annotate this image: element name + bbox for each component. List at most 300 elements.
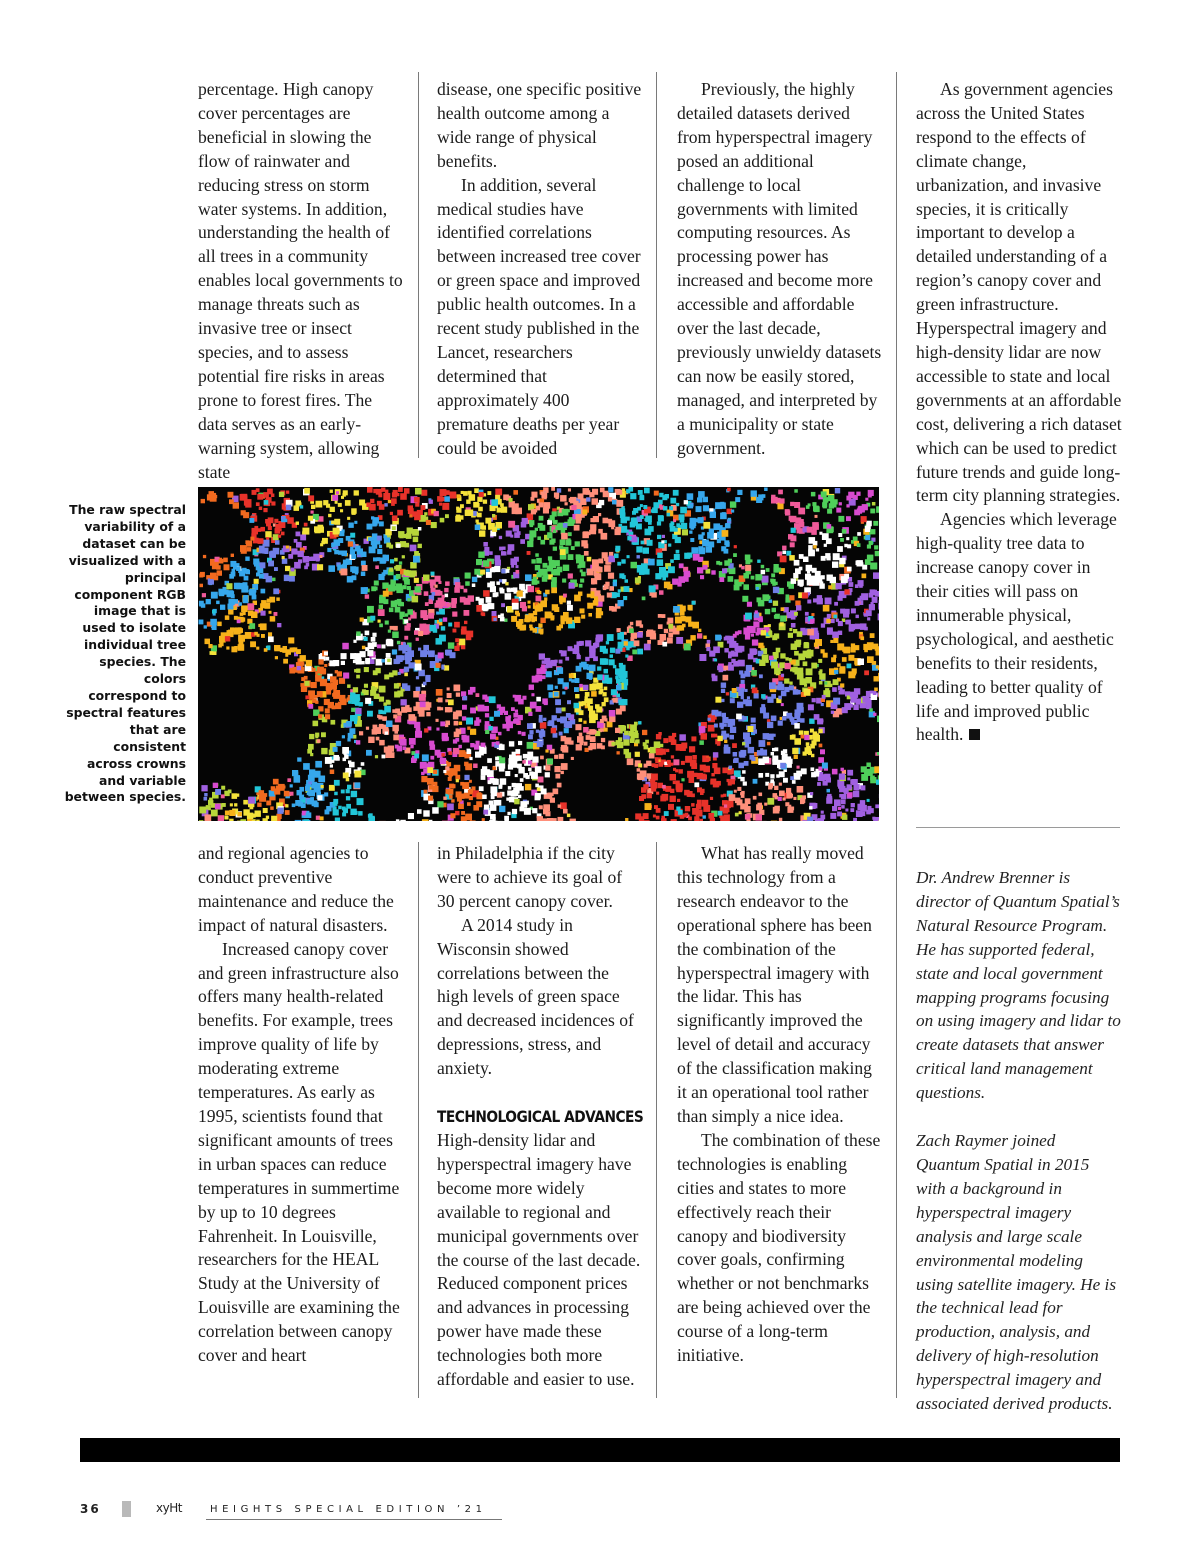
canopy-pixel — [801, 519, 804, 522]
canopy-pixel — [331, 720, 336, 725]
canopy-pixel — [676, 781, 680, 785]
canopy-pixel — [617, 633, 624, 640]
canopy-pixel — [490, 586, 496, 592]
canopy-pixel — [537, 572, 542, 577]
canopy-pixel — [563, 594, 567, 598]
canopy-pixel — [379, 697, 384, 702]
column-1-top — [198, 78, 404, 484]
canopy-pixel — [544, 502, 551, 509]
canopy-pixel — [241, 586, 248, 593]
column-divider — [418, 72, 419, 458]
canopy-pixel — [383, 570, 388, 575]
canopy-pixel — [843, 612, 849, 618]
canopy-pixel — [226, 646, 229, 649]
canopy-pixel — [680, 518, 685, 523]
canopy-pixel — [260, 797, 265, 802]
canopy-pixel — [536, 558, 542, 564]
canopy-pixel — [870, 776, 875, 781]
canopy-pixel — [398, 603, 401, 606]
canopy-pixel — [596, 706, 602, 712]
canopy-pixel — [696, 817, 700, 821]
canopy-pixel — [818, 729, 822, 733]
canopy-pixel — [495, 489, 502, 496]
canopy-pixel — [399, 612, 404, 617]
canopy-pixel — [228, 609, 233, 614]
canopy-pixel — [582, 532, 589, 539]
canopy-pixel — [547, 758, 553, 764]
paragraph: As government agencies across the United States respond to the effects of climate change, urbanization, and invasive species, it is critically important to develop a detailed understanding of a region’s canopy cover and green infrastructure. Hyperspectral imagery and high-density lidar are now accessible to state and local governments at an affordable cost, delivering a rich dataset which can be used to predict future trends and guide long-term city planning strategies. — [916, 79, 1122, 506]
canopy-pixel — [866, 610, 872, 616]
canopy-pixel — [845, 620, 849, 624]
canopy-pixel — [423, 575, 430, 582]
canopy-pixel — [633, 733, 638, 738]
canopy-pixel — [617, 751, 620, 754]
canopy-pixel — [549, 820, 552, 821]
canopy-pixel — [826, 556, 830, 560]
canopy-pixel — [728, 518, 732, 522]
canopy-pixel — [839, 774, 845, 780]
canopy-pixel — [219, 559, 224, 564]
canopy-pixel — [776, 774, 780, 778]
canopy-pixel — [218, 815, 224, 821]
canopy-pixel — [814, 643, 818, 647]
canopy-pixel — [784, 678, 789, 683]
canopy-pixel — [807, 527, 810, 530]
canopy-pixel — [433, 770, 437, 774]
canopy-pixel — [385, 490, 389, 494]
canopy-pixel — [737, 490, 742, 495]
canopy-pixel — [701, 733, 708, 740]
canopy-pixel — [352, 511, 356, 515]
canopy-pixel — [713, 752, 718, 757]
canopy-pixel — [402, 555, 405, 558]
canopy-pixel — [662, 535, 665, 538]
canopy-pixel — [592, 489, 598, 495]
canopy-pixel — [675, 617, 679, 621]
canopy-pixel — [812, 551, 815, 554]
canopy-pixel — [793, 573, 798, 578]
canopy-pixel — [392, 515, 398, 521]
canopy-pixel — [394, 691, 400, 697]
canopy-pixel — [261, 589, 266, 594]
canopy-pixel — [522, 732, 526, 736]
canopy-pixel — [199, 807, 206, 814]
canopy-pixel — [876, 506, 879, 513]
canopy-pixel — [654, 491, 659, 496]
canopy-pixel — [427, 778, 434, 785]
canopy-pixel — [758, 758, 765, 765]
canopy-pixel — [502, 724, 507, 729]
canopy-pixel — [383, 591, 389, 597]
canopy-pixel — [459, 722, 463, 726]
canopy-pixel — [267, 599, 271, 603]
canopy-pixel — [476, 693, 480, 697]
canopy-pixel — [252, 814, 256, 818]
canopy-pixel — [540, 722, 547, 729]
canopy-pixel — [379, 504, 385, 510]
canopy-pixel — [476, 559, 482, 565]
canopy-pixel — [245, 501, 251, 507]
canopy-pixel — [443, 770, 446, 773]
canopy-pixel — [305, 681, 310, 686]
canopy-pixel — [852, 668, 857, 673]
canopy-pixel — [528, 768, 532, 772]
canopy-pixel — [793, 629, 797, 633]
canopy-pixel — [843, 788, 848, 793]
canopy-pixel — [384, 503, 388, 507]
canopy-pixel — [389, 568, 393, 572]
canopy-pixel — [493, 568, 496, 571]
canopy-pixel — [827, 575, 833, 581]
canopy-pixel — [615, 649, 620, 654]
canopy-pixel — [455, 516, 461, 522]
canopy-pixel — [465, 763, 472, 770]
canopy-pixel — [399, 561, 402, 564]
canopy-pixel — [794, 502, 800, 508]
canopy-pixel — [364, 667, 369, 672]
canopy-pixel — [258, 624, 261, 627]
canopy-pixel — [368, 643, 375, 650]
canopy-pixel — [385, 732, 388, 735]
canopy-pixel — [230, 561, 236, 567]
canopy-pixel — [857, 543, 861, 547]
canopy-pixel — [463, 491, 468, 496]
canopy-pixel — [558, 804, 562, 808]
canopy-pixel — [520, 778, 524, 782]
canopy-pixel — [795, 601, 800, 606]
canopy-pixel — [651, 774, 658, 781]
canopy-pixel — [422, 754, 429, 761]
canopy-pixel — [241, 510, 246, 515]
canopy-pixel — [816, 576, 823, 583]
canopy-pixel — [320, 816, 324, 820]
canopy-pixel — [679, 769, 683, 773]
canopy-pixel — [670, 789, 674, 793]
canopy-pixel — [821, 556, 826, 561]
canopy-pixel — [259, 546, 265, 552]
canopy-pixel — [627, 555, 630, 558]
canopy-pixel — [665, 494, 670, 499]
canopy-pixel — [653, 815, 656, 818]
canopy-pixel — [597, 666, 601, 670]
canopy-pixel — [861, 516, 867, 522]
canopy-pixel — [568, 488, 571, 491]
canopy-pixel — [634, 640, 640, 646]
canopy-pixel — [438, 581, 441, 584]
canopy-pixel — [729, 641, 736, 648]
canopy-pixel — [575, 678, 580, 683]
canopy-pixel — [518, 795, 521, 798]
canopy-pixel — [407, 586, 411, 590]
canopy-pixel — [358, 811, 363, 816]
canopy-pixel — [570, 819, 576, 821]
canopy-pixel — [269, 611, 272, 614]
canopy-pixel — [539, 715, 543, 719]
canopy-pixel — [428, 613, 434, 619]
canopy-pixel — [317, 795, 322, 800]
canopy-pixel — [365, 631, 370, 636]
canopy-pixel — [380, 558, 386, 564]
canopy-pixel — [815, 515, 818, 518]
canopy-pixel — [430, 756, 434, 760]
canopy-pixel — [361, 552, 366, 557]
canopy-pixel — [765, 609, 770, 614]
canopy-pixel — [259, 574, 264, 579]
canopy-pixel — [683, 814, 687, 818]
canopy-pixel — [781, 703, 784, 706]
canopy-pixel — [609, 716, 615, 722]
canopy-pixel — [226, 583, 232, 589]
canopy-pixel — [467, 727, 470, 730]
canopy-pixel — [768, 624, 771, 627]
canopy-pixel — [853, 495, 857, 499]
paragraph — [916, 508, 1122, 747]
canopy-pixel — [420, 762, 427, 769]
canopy-pixel — [408, 714, 415, 721]
canopy-pixel — [452, 612, 457, 617]
canopy-pixel — [492, 611, 497, 616]
canopy-pixel — [393, 626, 398, 631]
canopy-pixel — [821, 703, 824, 706]
canopy-pixel — [436, 663, 441, 668]
canopy-pixel — [559, 624, 563, 628]
canopy-pixel — [375, 668, 380, 673]
canopy-pixel — [681, 523, 687, 529]
canopy-pixel — [234, 803, 237, 806]
canopy-pixel — [266, 576, 273, 583]
canopy-pixel — [759, 660, 765, 666]
canopy-pixel — [540, 540, 545, 545]
canopy-pixel — [273, 588, 279, 594]
canopy-pixel — [295, 820, 302, 821]
canopy-pixel — [254, 579, 259, 584]
canopy-pixel — [336, 491, 339, 494]
canopy-pixel — [469, 796, 473, 800]
canopy-pixel — [225, 636, 230, 641]
canopy-pixel — [824, 774, 830, 780]
canopy-pixel — [205, 814, 212, 821]
canopy-pixel — [547, 745, 553, 751]
canopy-pixel — [625, 655, 628, 658]
canopy-pixel — [833, 638, 838, 643]
canopy-pixel — [465, 581, 470, 586]
canopy-pixel — [850, 692, 855, 697]
canopy-pixel — [215, 789, 221, 795]
canopy-pixel — [539, 502, 544, 507]
canopy-pixel — [579, 663, 583, 667]
canopy-pixel — [547, 520, 552, 525]
canopy-pixel — [456, 710, 462, 716]
canopy-pixel — [350, 533, 355, 538]
canopy-pixel — [591, 691, 597, 697]
canopy-pixel — [249, 590, 253, 594]
canopy-pixel — [575, 724, 581, 730]
canopy-pixel — [662, 642, 667, 647]
canopy-pixel — [696, 506, 702, 512]
canopy-pixel — [292, 804, 296, 808]
canopy-pixel — [724, 540, 729, 545]
canopy-pixel — [623, 641, 628, 646]
canopy-pixel — [616, 500, 623, 507]
canopy-pixel — [359, 731, 363, 735]
canopy-pixel — [568, 646, 573, 651]
canopy-pixel — [589, 652, 595, 658]
canopy-pixel — [505, 771, 510, 776]
canopy-pixel — [199, 820, 203, 821]
canopy-pixel — [422, 819, 429, 821]
canopy-pixel — [219, 642, 223, 646]
canopy-pixel — [790, 535, 796, 541]
canopy-pixel — [384, 674, 389, 679]
canopy-pixel — [487, 600, 490, 603]
canopy-pixel — [442, 503, 449, 510]
canopy-pixel — [264, 648, 268, 652]
canopy-pixel — [667, 513, 671, 517]
canopy-pixel — [580, 608, 585, 613]
canopy-pixel — [254, 632, 258, 636]
canopy-pixel — [841, 800, 846, 805]
canopy-pixel — [396, 544, 400, 548]
canopy-pixel — [244, 595, 248, 599]
canopy-pixel — [451, 799, 454, 802]
canopy-pixel — [420, 701, 426, 707]
canopy-pixel — [374, 581, 379, 586]
canopy-pixel — [747, 696, 750, 699]
canopy-pixel — [434, 511, 439, 516]
canopy-pixel — [346, 789, 350, 793]
canopy-pixel — [553, 733, 558, 738]
canopy-pixel — [270, 806, 274, 810]
canopy-pixel — [476, 793, 482, 799]
canopy-pixel — [747, 602, 752, 607]
canopy-pixel — [819, 681, 823, 685]
canopy-pixel — [663, 738, 668, 743]
canopy-pixel — [630, 738, 635, 743]
canopy-pixel — [201, 499, 205, 503]
canopy-pixel — [377, 549, 382, 554]
canopy-pixel — [770, 774, 774, 778]
author-bios — [916, 866, 1122, 1416]
canopy-pixel — [237, 619, 241, 623]
canopy-pixel — [877, 752, 879, 755]
canopy-pixel — [792, 748, 798, 754]
canopy-pixel — [467, 802, 471, 806]
canopy-pixel — [647, 540, 653, 546]
canopy-pixel — [490, 805, 496, 811]
column-divider — [418, 842, 419, 1398]
canopy-pixel — [200, 572, 205, 577]
canopy-pixel — [247, 603, 254, 610]
canopy-pixel — [559, 732, 563, 736]
canopy-pixel — [666, 749, 669, 752]
canopy-pixel — [536, 596, 542, 602]
canopy-pixel — [621, 671, 628, 678]
canopy-pixel — [494, 592, 498, 596]
canopy-pixel — [441, 626, 445, 630]
canopy-pixel — [587, 698, 593, 704]
canopy-pixel — [698, 546, 703, 551]
canopy-pixel — [615, 529, 621, 535]
canopy-pixel — [849, 704, 853, 708]
canopy-pixel — [307, 799, 312, 804]
canopy-pixel — [562, 691, 565, 694]
canopy-pixel — [271, 501, 275, 505]
canopy-pixel — [275, 656, 278, 659]
canopy-pixel — [256, 566, 260, 570]
canopy-pixel — [489, 696, 496, 703]
canopy-pixel — [216, 601, 220, 605]
canopy-pixel — [297, 543, 300, 546]
canopy-pixel — [667, 760, 671, 764]
canopy-pixel — [429, 820, 432, 821]
canopy-pixel — [761, 565, 765, 569]
canopy-pixel — [747, 726, 753, 732]
canopy-pixel — [473, 764, 478, 769]
canopy-pixel — [367, 650, 373, 656]
canopy-pixel — [426, 702, 432, 708]
canopy-pixel — [476, 503, 480, 507]
canopy-pixel — [401, 699, 407, 705]
canopy-pixel — [807, 579, 814, 586]
canopy-pixel — [746, 820, 750, 822]
canopy-pixel — [778, 721, 783, 726]
canopy-pixel — [414, 497, 420, 503]
canopy-pixel — [254, 561, 260, 567]
canopy-pixel — [461, 645, 465, 649]
folio-mark-icon — [122, 1501, 131, 1517]
canopy-pixel — [661, 540, 664, 543]
canopy-pixel — [783, 797, 786, 800]
canopy-pixel — [412, 529, 419, 536]
canopy-pixel — [556, 708, 562, 714]
canopy-pixel — [849, 624, 855, 630]
canopy-pixel — [266, 816, 269, 819]
canopy-pixel — [517, 624, 522, 629]
canopy-pixel — [543, 718, 546, 721]
canopy-pixel — [288, 554, 293, 559]
canopy-pixel — [285, 804, 288, 807]
canopy-pixel — [790, 542, 795, 547]
canopy-pixel — [642, 597, 646, 601]
canopy-pixel — [719, 668, 724, 673]
canopy-pixel — [795, 517, 801, 523]
canopy-pixel — [239, 641, 244, 646]
canopy-pixel — [539, 525, 545, 531]
canopy-pixel — [290, 784, 293, 787]
canopy-pixel — [413, 691, 420, 698]
canopy-pixel — [263, 508, 267, 512]
canopy-pixel — [872, 597, 878, 603]
canopy-pixel — [538, 591, 541, 594]
canopy-pixel — [733, 651, 738, 656]
canopy-pixel — [445, 724, 448, 727]
canopy-pixel — [542, 820, 547, 821]
canopy-pixel — [271, 816, 277, 821]
canopy-pixel — [791, 578, 797, 584]
canopy-pixel — [376, 659, 383, 666]
canopy-pixel — [717, 742, 721, 746]
canopy-pixel — [762, 576, 769, 583]
canopy-pixel — [282, 556, 285, 559]
canopy-pixel — [839, 794, 843, 798]
canopy-pixel — [354, 771, 361, 778]
canopy-pixel — [876, 780, 879, 785]
canopy-pixel — [808, 545, 813, 550]
canopy-pixel — [565, 540, 571, 546]
canopy-pixel — [263, 808, 268, 813]
canopy-pixel — [453, 739, 457, 743]
canopy-pixel — [851, 803, 855, 807]
